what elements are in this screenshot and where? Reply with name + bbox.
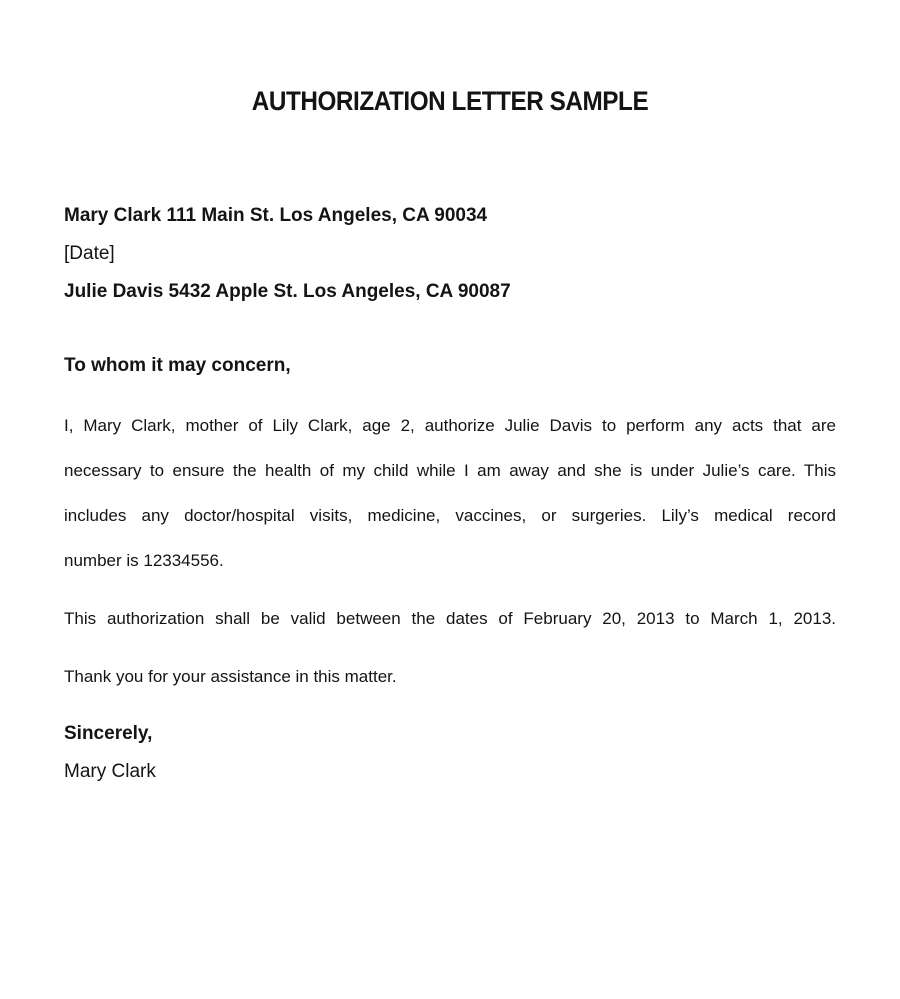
body-paragraph-1-line-2: necessary to ensure the health of my child while I am away and she is under Julie’s care. This: [64, 461, 836, 480]
address-block: [64, 197, 836, 311]
body-paragraph-1-line-3: includes any doctor/hospital visits, medicine, vaccines, or surgeries. Lily’s medical record: [64, 506, 836, 525]
body-paragraph-1-line-4: number is 12334556.: [64, 551, 224, 570]
body-paragraph-1: [64, 403, 836, 583]
date-placeholder: [Date]: [64, 243, 115, 264]
body-paragraph-3: Thank you for your assistance in this matter.: [64, 667, 397, 686]
body-paragraph-1-line-1: I, Mary Clark, mother of Lily Clark, age 2, authorize Julie Davis to perform any acts that are: [64, 416, 836, 435]
document-title: AUTHORIZATION LETTER SAMPLE: [251, 86, 649, 116]
closing: Sincerely,: [64, 723, 153, 744]
signature-name: Mary Clark: [64, 761, 156, 782]
recipient-address-line: Julie Davis 5432 Apple St. Los Angeles, CA 90087: [64, 281, 511, 302]
signature-block: [64, 715, 836, 791]
salutation: To whom it may concern,: [64, 355, 291, 376]
sender-address-line: Mary Clark 111 Main St. Los Angeles, CA 90034: [64, 205, 488, 226]
body-paragraph-2: This authorization shall be valid between the dates of February 20, 2013 to March 1, 2013.: [64, 609, 836, 628]
